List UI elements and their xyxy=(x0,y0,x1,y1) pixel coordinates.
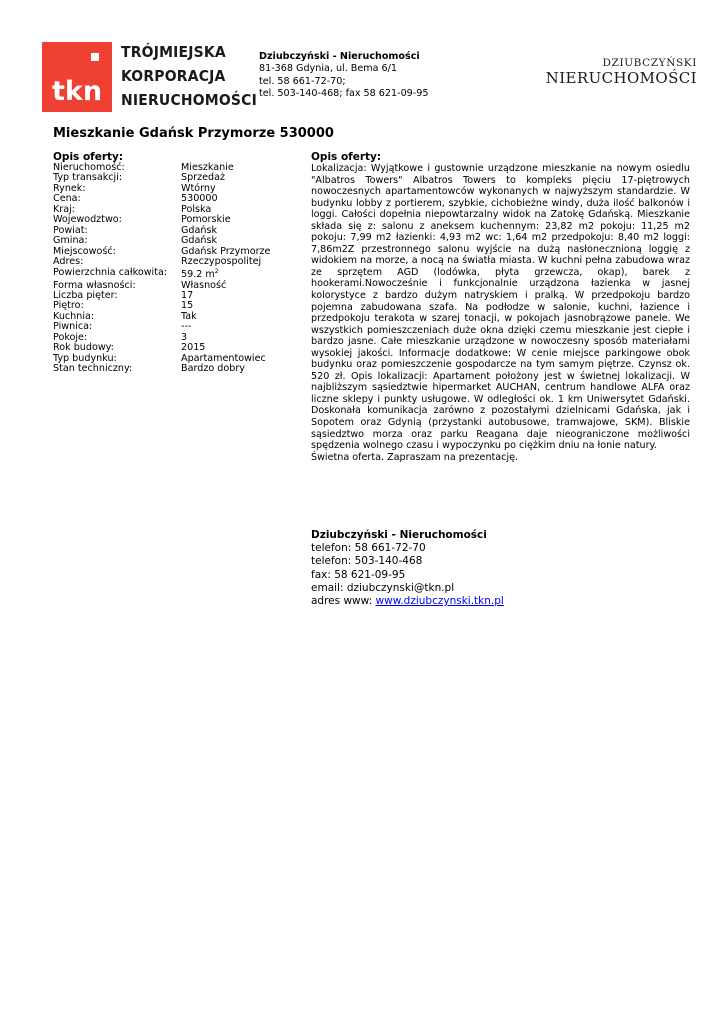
section-heading: Opis oferty: xyxy=(311,151,382,163)
brand-line-2: NIERUCHOMOŚCI xyxy=(545,69,697,87)
contact-phone: telefon: 503-140-468 xyxy=(311,555,423,568)
detail-value-text: 15 xyxy=(181,300,194,312)
contact-block xyxy=(311,529,504,608)
detail-label: Rok budowy: xyxy=(53,342,114,354)
logo-wordmark xyxy=(121,40,257,112)
website-link[interactable]: www.dziubczynski.tkn.pl xyxy=(375,595,504,608)
detail-label: Nieruchomość: xyxy=(53,162,125,173)
detail-value-text: 17 xyxy=(181,289,194,301)
detail-value-text: Własność xyxy=(181,279,227,291)
detail-label: Typ transakcji: xyxy=(53,172,123,184)
detail-label: Adres: xyxy=(53,256,84,268)
agency-name: Dziubczyński - Nieruchomości xyxy=(259,51,420,62)
detail-value-text: Sprzedaż xyxy=(181,172,226,184)
offer-details xyxy=(53,151,293,375)
logo-word: TRÓJMIEJSKA xyxy=(121,43,226,61)
detail-label: Stan techniczny: xyxy=(53,363,133,375)
detail-value-text: Gdańsk xyxy=(181,224,218,236)
detail-label: Kraj: xyxy=(53,203,76,215)
detail-label: Rynek: xyxy=(53,182,86,194)
detail-row xyxy=(53,322,293,332)
contact-phone: telefon: 58 661-72-70 xyxy=(311,542,426,555)
detail-value-text: 530000 xyxy=(181,193,218,205)
detail-value-text: Wtórny xyxy=(181,182,216,194)
detail-row xyxy=(53,173,293,183)
brand-logo xyxy=(546,57,697,87)
detail-row xyxy=(53,364,293,374)
brand-line-1: DZIUBCZYŃSKI xyxy=(602,57,697,69)
detail-value xyxy=(181,257,261,267)
tkn-logo xyxy=(42,42,112,112)
detail-row xyxy=(53,257,293,267)
detail-value xyxy=(181,364,245,374)
detail-label: Cena: xyxy=(53,193,81,205)
detail-label: Typ budynku: xyxy=(53,352,117,364)
detail-value-text: Apartamentowiec xyxy=(181,352,266,364)
detail-label: Liczba pięter: xyxy=(53,289,118,301)
contact-name: Dziubczyński - Nieruchomości xyxy=(311,529,487,541)
detail-value-text: --- xyxy=(181,321,192,333)
detail-label: Piętro: xyxy=(53,300,84,312)
detail-label: Pokoje: xyxy=(53,331,88,343)
agency-phone: tel. 58 661-72-70; xyxy=(259,75,346,87)
detail-value-text: 59.2 m xyxy=(181,268,215,280)
detail-value-text: Bardzo dobry xyxy=(181,363,245,375)
detail-value-text: Gdańsk Przymorze xyxy=(181,245,271,257)
website-label: adres www: xyxy=(311,595,373,608)
contact-email: email: dziubczynski@tkn.pl xyxy=(311,581,455,594)
detail-row xyxy=(53,194,293,204)
detail-value-text: Mieszkanie xyxy=(181,162,234,173)
detail-value-text: Gdańsk xyxy=(181,235,218,247)
detail-label: Powiat: xyxy=(53,224,88,236)
detail-value-text: 2015 xyxy=(181,342,206,354)
agency-address: 81-368 Gdynia, ul. Bema 6/1 xyxy=(259,63,397,75)
detail-row xyxy=(53,268,293,281)
contact-website xyxy=(311,595,504,608)
logo-word: NIERUCHOMOŚCI xyxy=(121,91,257,109)
logo-mark-text: tkn xyxy=(51,76,103,107)
details-list xyxy=(53,163,293,375)
contact-fax: fax: 58 621-09-95 xyxy=(311,568,406,581)
unit-superscript: 2 xyxy=(214,267,219,275)
detail-value-text: Pomorskie xyxy=(181,214,231,226)
page-title: Mieszkanie Gdańsk Przymorze 530000 xyxy=(53,126,334,141)
detail-row xyxy=(53,215,293,225)
detail-row xyxy=(53,291,293,301)
agency-header xyxy=(259,51,428,101)
detail-label: Piwnica: xyxy=(53,321,93,333)
detail-row xyxy=(53,184,293,194)
detail-label: Gmina: xyxy=(53,235,88,247)
detail-value-text: Polska xyxy=(181,203,212,215)
detail-label: Kuchnia: xyxy=(53,310,95,322)
section-heading: Opis oferty: xyxy=(53,151,124,163)
logo-word: KORPORACJA xyxy=(121,67,226,85)
detail-label: Miejscowość: xyxy=(53,245,116,257)
description-text: Lokalizacja: Wyjątkowe i gustownie urządzone mieszkanie na nowym osiedlu "Albatros Towers" Albatros Towers to kompleks pięciu 17-piętrowych nowoczesnych apartamentowców wykonanych w najwyższym standardzie. W budynku lobby z portierem, szybkie, cichobieżne windy, duża ilość balkonów i loggi. Całości dopełnia niepowtarzalny widok na Zatokę Gdańską. Mieszkanie składa się z: salonu z aneksem kuchennym: 23,82 m2 pokoju: 11,25 m2 pokoju: 7,99 m2 łazienki: 4,93 m2 wc: 1,64 m2 przedpokoju: 8,40 m2 loggi: 7,86m2Z przestronnego salonu wyjście na dużą nasłonecznioną loggię z widokiem na morze, a nocą na światła miasta. W kuchni pełna zabudowa wraz ze sprzętem AGD (lodówka, płyta grzewcza, okap), barek z hookerami.Nowocześnie i funkcjonalnie urządzona łazienka w jasnej kolorystyce z bardzo dużym natryskiem i pralką. W przedpokoju bardzo pojemna zabudowana szafa. Na podłodze w salonie, kuchni, łazience i przedpokoju terakota w szarej tonacji, w pokojach jasnobrązowe panele. We wszystkich pomieszczeniach duże okna dzięki czemu mieszkanie jest ciepłe i bardzo jasne. Całe mieszkanie urządzone w nowoczesny sposób materiałami wysokiej jakości. Informacje dodatkowe: W cenie miejsce parkingowe obok budynku oraz pomieszczenie gospodarcze na tym samym piętrze. Czynsz ok. 520 zł. Opis lokalizacji: Apartament położony jest w świetnej lokalizacji. W najbliższym sąsiedztwie hipermarket AUCHAN, centrum handlowe ALFA oraz liczne sklepy i punkty usługowe. W odległości ok. 1 km Uniwersytet Gdański. Doskonała komunikacja zarówno z pozostałymi dzielnicami Gdańska, jak i Sopotem oraz Gdynią (przystanki autobusowe, tramwajowe, SKM). Bliskie sąsiedztwo morza oraz parku Reagana daje nieograniczone możliwości spędzenia wolnego czasu i wypoczynku po ciężkim dniu na łonie natury. Świetna oferta. Zapraszam na prezentację. xyxy=(311,163,690,463)
offer-description xyxy=(311,151,690,463)
detail-value-text: 3 xyxy=(181,331,188,343)
agency-phone-fax: tel. 503-140-468; fax 58 621-09-95 xyxy=(259,88,429,100)
detail-label: Powierzchnia całkowita: xyxy=(53,266,168,278)
detail-value-text: Tak xyxy=(181,310,197,322)
detail-label: Wojewodztwo: xyxy=(53,214,122,226)
tkn-logo-mark xyxy=(42,42,112,112)
detail-label: Forma własności: xyxy=(53,279,136,291)
detail-value-text: Rzeczypospolitej xyxy=(181,256,262,268)
detail-row xyxy=(53,226,293,236)
